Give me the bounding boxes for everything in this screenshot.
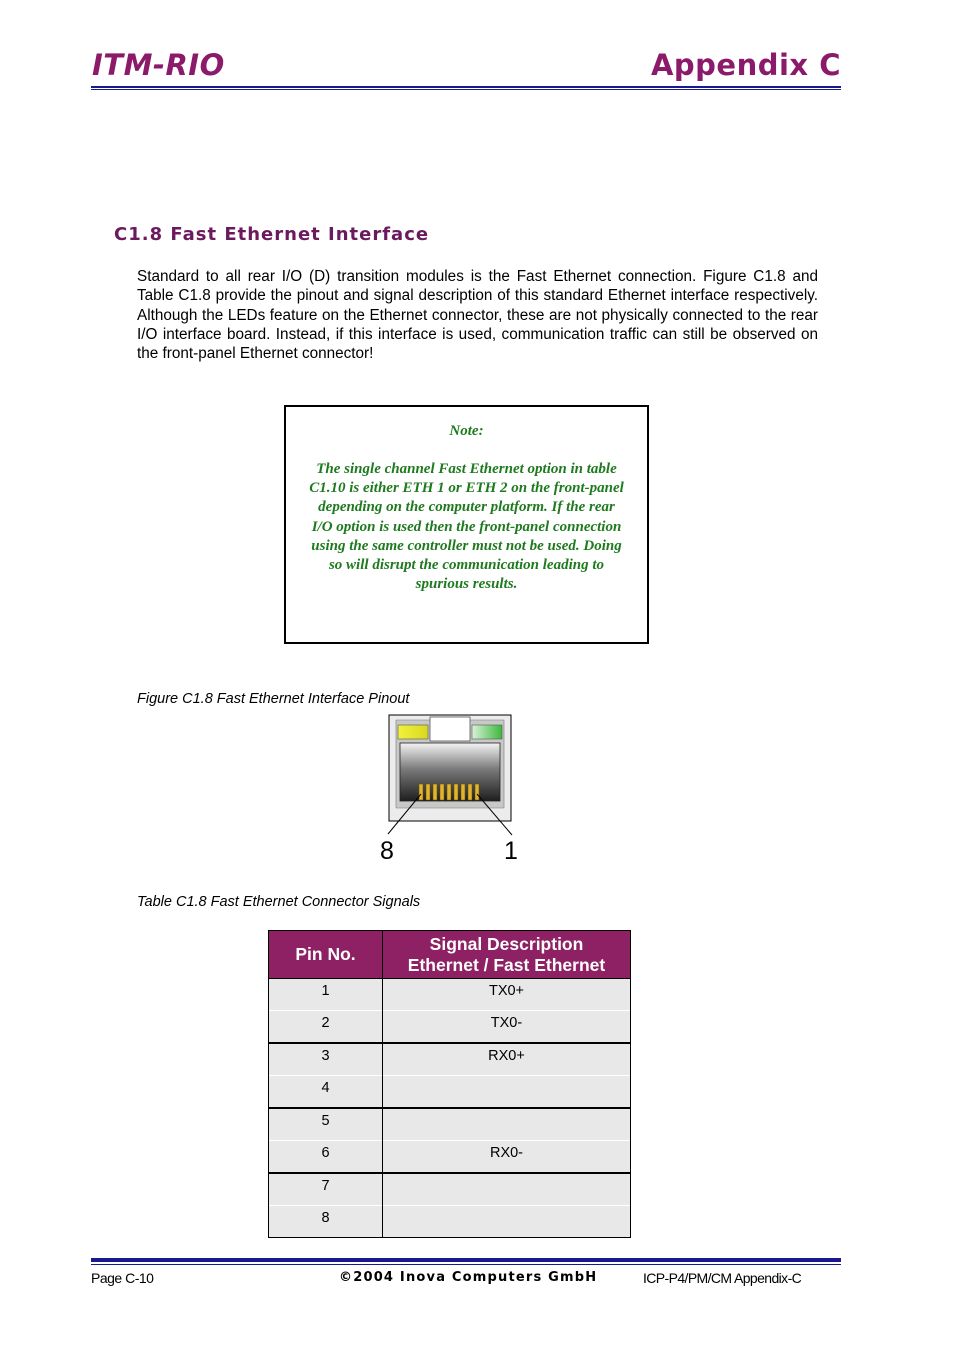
connector-key-slot [430,717,470,741]
note-text: The single channel Fast Ethernet option in table C1.10 is either ETH 1 or ETH 2 on the front-panel depending on the computer platform. If the rear I/O option is used then the front-panel connection using the same controller must not be used. Doing so will disrupt the communication leading to spurious results. [309,461,624,593]
footer-page-number: Page C-10 [91,1270,154,1286]
led-left-icon [398,725,428,739]
header-rule-thin [91,89,841,90]
pin-cell: 7 [269,1173,383,1206]
rj45-connector-diagram [376,712,516,837]
table-row [269,979,631,1011]
pin-cell: 2 [269,1011,383,1044]
header-signal-line2: Ethernet / Fast Ethernet [407,954,606,975]
table-row [269,1206,631,1238]
pin1-label: 1 [504,837,518,865]
table-header-row [269,931,631,979]
table-caption: Table C1.8 Fast Ethernet Connector Signals [137,894,421,910]
pin-cell: 1 [269,979,383,1011]
header-signal [383,931,631,979]
contact-pins-icon [419,784,479,800]
section-title: C1.8 Fast Ethernet Interface [114,224,430,245]
footer-rule-thin [91,1264,841,1265]
header-right-title: Appendix C [650,48,841,82]
table-row [269,1108,631,1141]
table-row [269,1076,631,1109]
pin-cell: 3 [269,1043,383,1076]
signal-cell [383,1206,631,1238]
footer-doc-id: ICP-P4/PM/CM Appendix-C [643,1270,802,1286]
pin8-label: 8 [380,837,394,865]
signal-cell: TX0+ [383,979,631,1011]
footer-rule [91,1258,841,1262]
note-title: Note: [449,423,484,439]
pin-cell: 8 [269,1206,383,1238]
signal-cell: TX0- [383,1011,631,1044]
table-row [269,1043,631,1076]
figure-caption: Figure C1.8 Fast Ethernet Interface Pinout [137,691,410,707]
section-paragraph: Standard to all rear I/O (D) transition modules is the Fast Ethernet connection. Figure C1.8 and Table C1.8 provide the pinout and signal description of this standard Ethernet interface respectively. Although the LEDs feature on the Ethernet connector, these are not physically connected to the rear I/O interface board. Instead, if this interface is used, communication traffic can still be observed on the front-panel Ethernet connector! [137,268,818,363]
note-box [284,405,649,644]
signal-cell: RX0+ [383,1043,631,1076]
header-pin: Pin No. [269,931,383,979]
signal-table [268,930,631,1238]
signal-cell [383,1108,631,1141]
led-right-icon [472,725,502,739]
pin-cell: 4 [269,1076,383,1109]
table-row [269,1011,631,1044]
header-signal-line1: Signal Description [429,933,584,954]
table-row [269,1141,631,1174]
signal-cell [383,1076,631,1109]
table-row [269,1173,631,1206]
header-rule [91,86,841,88]
header-left-title: ITM-RIO [92,48,225,82]
pin-cell: 6 [269,1141,383,1174]
signal-cell: RX0- [383,1141,631,1174]
footer-copyright: ©2004 Inova Computers GmbH [339,1270,598,1285]
pin-cell: 5 [269,1108,383,1141]
signal-cell [383,1173,631,1206]
